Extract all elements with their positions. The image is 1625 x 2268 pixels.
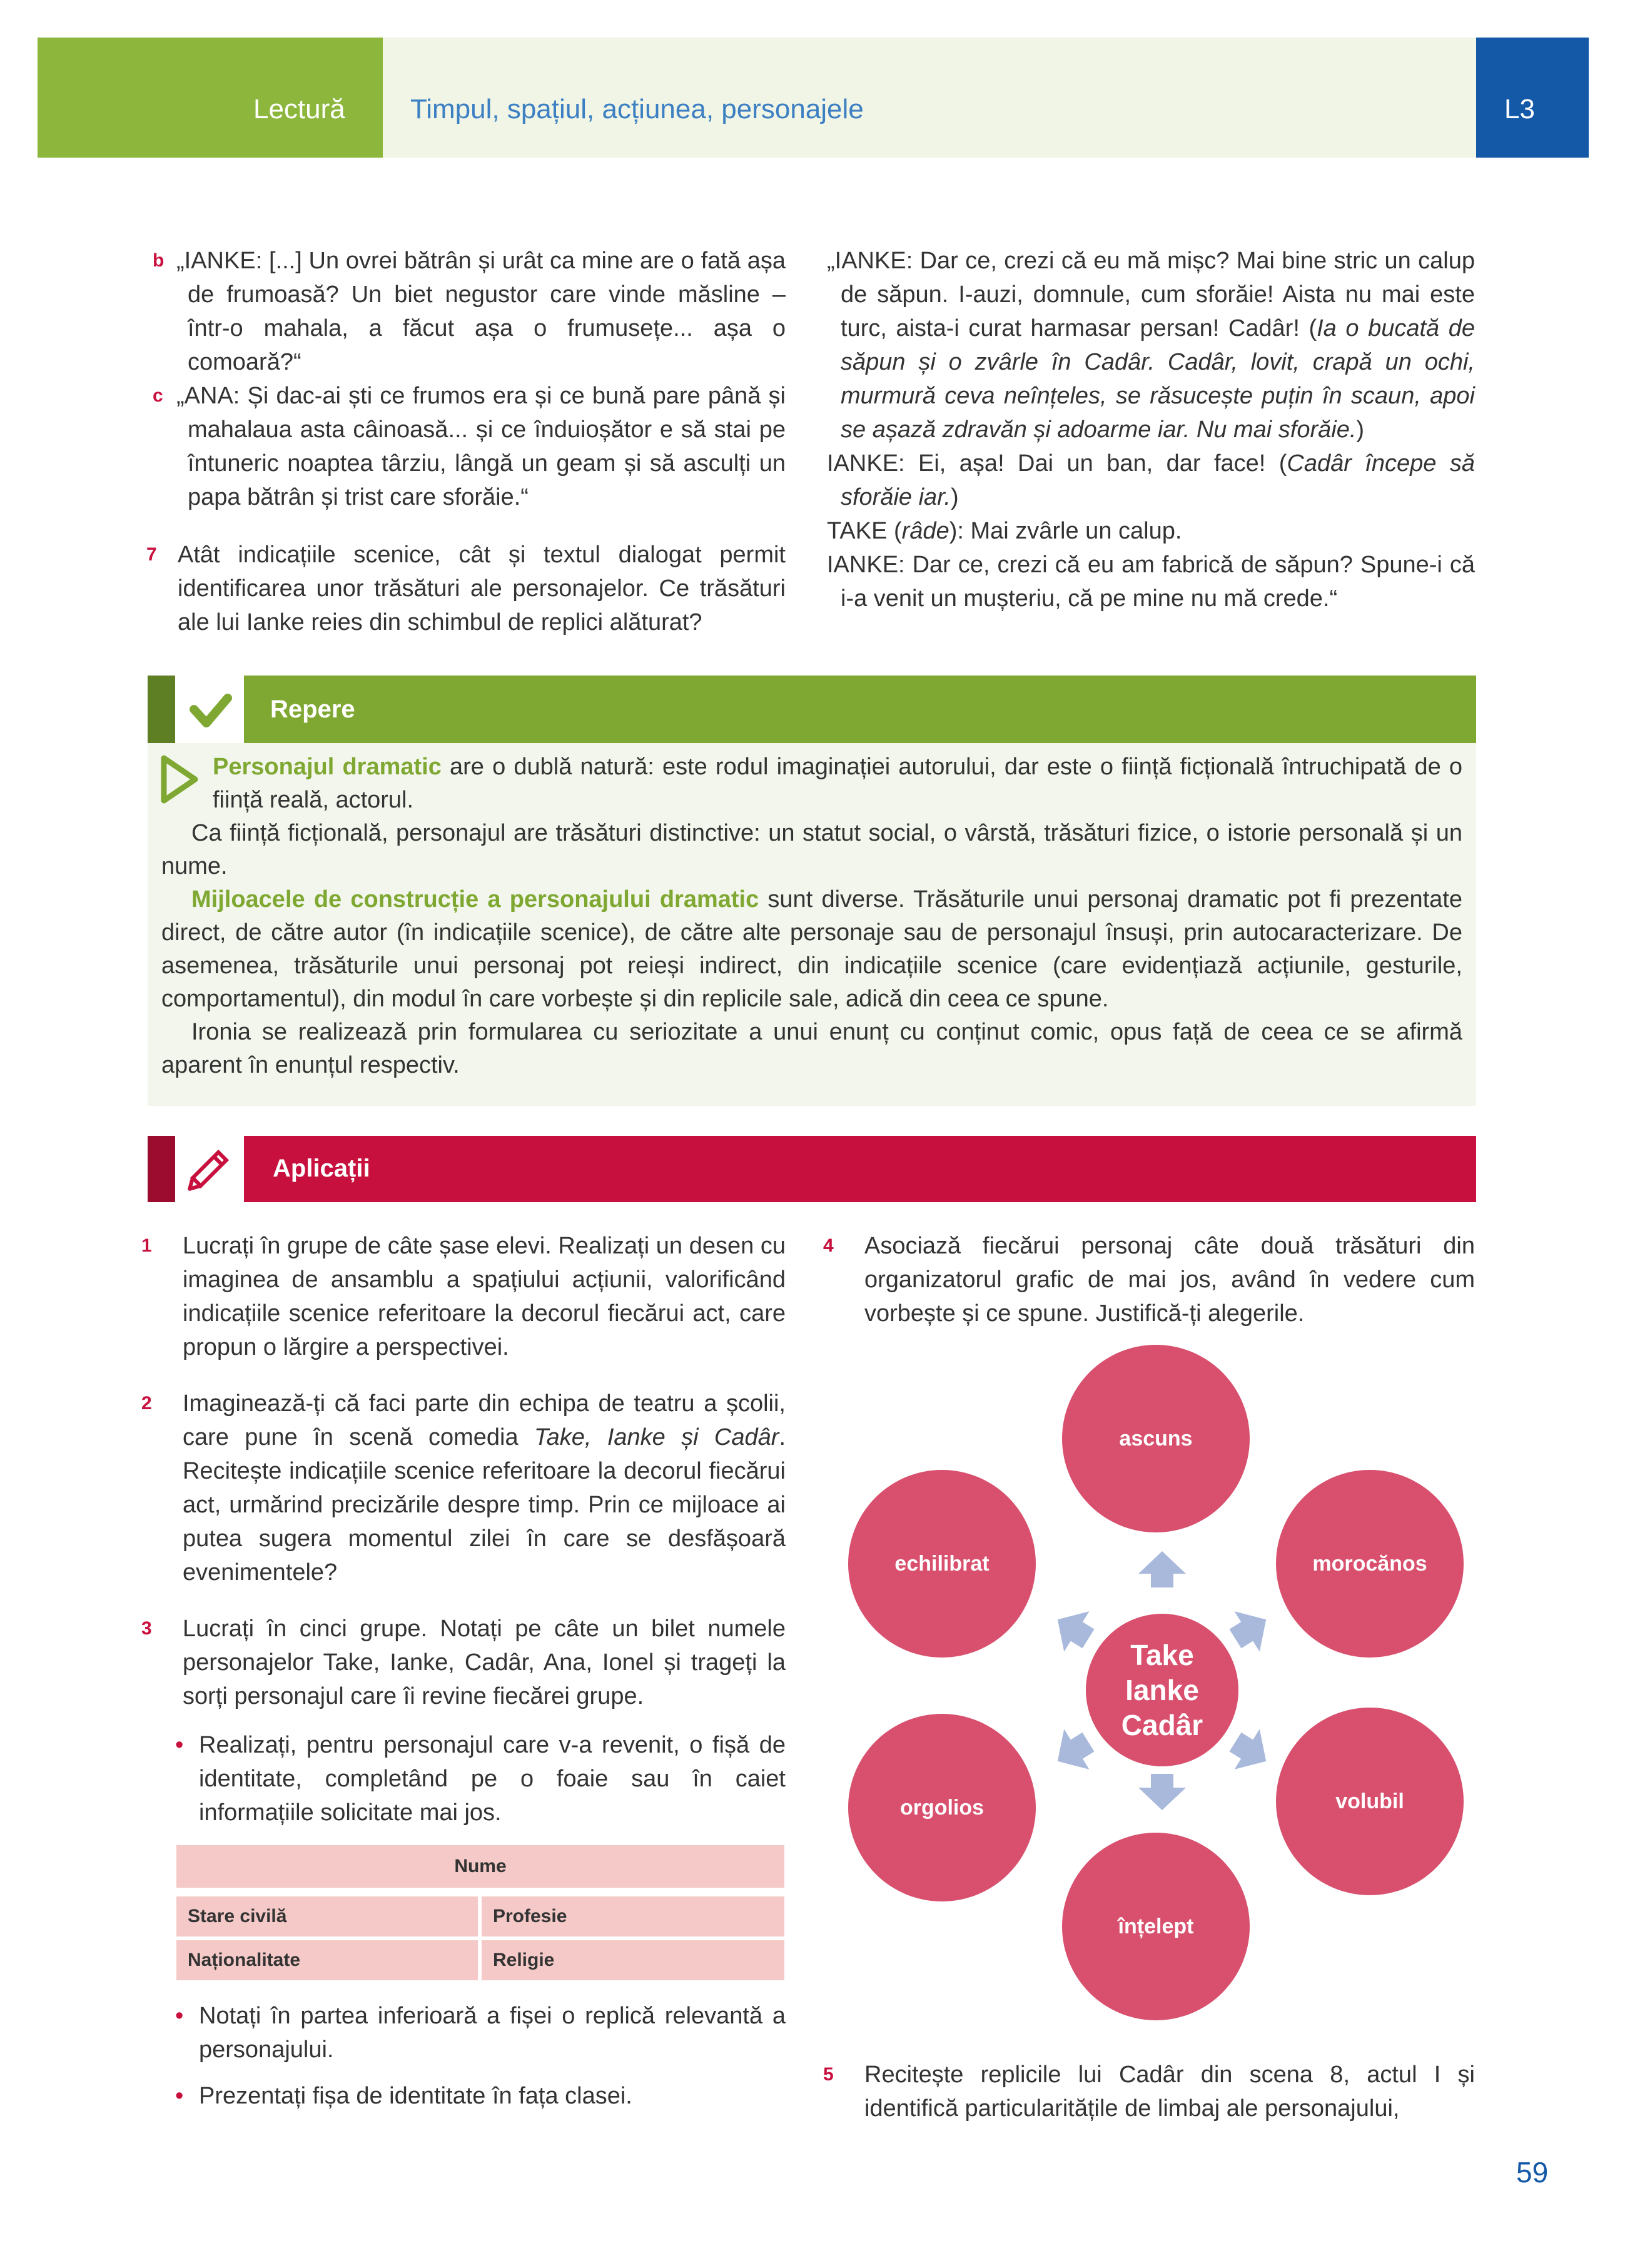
question-5-number: 5	[823, 2064, 834, 2085]
excerpt-b-text: „IANKE: [...] Un ovrei bătrân și urât ca mine are o fată așa de frumoasă? Un biet negustor care vinde măsline – într-o mahala, a făcut așa o frumusețe... așa o comoară?“	[176, 248, 786, 375]
excerpt-c-text: „ANA: Și dac-ai ști ce frumos era și ce bună pare până și mahalaua asta câinoasă... și ce înduioșător e să stai pe întuneric noaptea târziu, lângă un geam și să asculți un papa bătrân și trist care sforăie.“	[176, 383, 786, 510]
table-cell-profesie: Profesie	[482, 1896, 784, 1936]
table-cell-nationalitate: Naționalitate	[176, 1940, 478, 1980]
repere-title: Repere	[270, 696, 355, 723]
header-title: Timpul, spațiul, acțiunea, personajele	[410, 94, 864, 124]
question-1-text: Lucrați în grupe de câte șase elevi. Realizați un desen cu imaginea de ansamblu a spațiului acțiunii, valorificând indicațiile scenice referitoare la decorul fiecărui act, care propun o lărgire a perspectivei.	[183, 1233, 786, 1360]
dialogue-line-2: IANKE: Ei, așa! Dai un ban, dar face! (Cadâr începe să sforăie iar.)	[827, 450, 1475, 510]
question-3-bullet-1: • Realizați, pentru personajul care v-a revenit, o fișă de identitate, completând pe o foaie sau în caiet informațiile solicitate mai jos.	[153, 1728, 786, 1830]
question-3-number: 3	[141, 1618, 152, 1639]
arrow-down-icon	[1138, 1774, 1186, 1810]
trait-circle-intelept: înțelept	[1062, 1833, 1250, 2020]
repere-paragraph-3: Mijloacele de construcție a personajului dramatic sunt diverse. Trăsăturile unui personaj dramatic pot fi prezentate direct, de către autor (în indicațiile scenice), de către alte personaje sau de personajul însuși, prin autocaracterizare. De asemenea, trăsăturile unui personaj pot reieși indirect, din indicațiile scenice (care evidențiază acțiunile, gesturile, comportamentul), din modul în care vorbește și din replicile sale, adică din ceea ce spune.	[161, 886, 1462, 1012]
question-4-number: 4	[823, 1235, 834, 1256]
question-1-number: 1	[141, 1235, 152, 1256]
trait-circle-ascuns: ascuns	[1062, 1345, 1250, 1532]
center-name-cadar: Cadâr	[1121, 1709, 1203, 1741]
repere-paragraph-1: Personajul dramatic are o dublă natură: este rodul imaginației autorului, dar este o ființă ficțională întruchipată de o ființă reală, actorul.	[213, 754, 1462, 813]
excerpt-b-label: b	[153, 250, 165, 271]
trait-circle-volubil: volubil	[1276, 1708, 1464, 1895]
header-lesson-code: L3	[1504, 94, 1535, 124]
question-4-text: Asociază fiecărui personaj câte două trăsături din organizatorul grafic de mai jos, având în vedere cum vorbește și ce spune. Justifică-ți alegerile.	[864, 1233, 1475, 1327]
question-5	[823, 2058, 1475, 2125]
arrow-up-icon	[1138, 1551, 1186, 1587]
question-5-item	[823, 2058, 1475, 2125]
question-2-number: 2	[141, 1393, 152, 1414]
arrow-lower-right-icon	[1223, 1722, 1278, 1781]
table-cell-stare-civila: Stare civilă	[176, 1896, 478, 1936]
repere-paragraph-4: Ironia se realizează prin formularea cu seriozitate a unui enunț cu conținut comic, opus față de ceea ce se afirmă aparent în enunțul respectiv.	[161, 1019, 1462, 1078]
center-name-take: Take	[1130, 1639, 1194, 1671]
trait-circle-echilibrat: echilibrat	[848, 1470, 1036, 1658]
page-number: 59	[1516, 2156, 1549, 2189]
excerpt-c-label: c	[153, 385, 163, 406]
question-3-text: Lucrați în cinci grupe. Notați pe câte un bilet numele personajelor Take, Ianke, Cadâr, Ana, Ionel și trageți la sorți personajul care îi revine fiecărei grupe.	[183, 1616, 786, 1709]
question-7-number: 7	[146, 544, 157, 565]
table-header-nume: Nume	[176, 1845, 784, 1888]
table-cell-religie: Religie	[482, 1940, 784, 1980]
repere-paragraph-2: Ca ființă ficțională, personajul are trăsături distinctive: un statut social, o vârstă, trăsături fizice, o istorie personală și un nume.	[161, 820, 1462, 879]
trait-circle-orgolios: orgolios	[848, 1714, 1036, 1901]
dialogue-line-4: IANKE: Dar ce, crezi că eu am fabrică de săpun? Spune-i că i-a venit un mușteriu, că pe mine nu mă crede.“	[827, 552, 1475, 612]
arrow-upper-left-icon	[1045, 1599, 1101, 1659]
question-3-bullet-3: • Prezentați fișa de identitate în fața clasei.	[175, 2079, 786, 2113]
center-name-ianke: Ianke	[1125, 1674, 1199, 1706]
question-5-text: Recitește replicile lui Cadâr din scena 8, actul I și identifică particularitățile de limbaj ale personajului,	[864, 2062, 1475, 2122]
arrow-lower-left-icon	[1045, 1722, 1101, 1781]
arrow-upper-right-icon	[1223, 1599, 1278, 1659]
question-7-text: Atât indicațiile scenice, cât și textul dialogat permit identificarea unor trăsături ale personajelor. Ce trăsături ale lui Ianke reies din schimbul de replici alăturat?	[178, 542, 786, 635]
question-2-text: Imaginează-ți că faci parte din echipa de teatru a școlii, care pune în scenă comedia Take, Ianke și Cadâr. Recitește indicațiile scenice referitoare la decorul fiecărui act, urmărind precizările despre timp. Prin ce mijloace ai putea sugera momentul zilei în care se desfășoară evenimentele?	[183, 1390, 786, 1586]
dialogue-line-1: „IANKE: Dar ce, crezi că eu mă mișc? Mai bine stric un calup de săpun. I-auzi, domnule, cum sforăie! Aista nu mai este turc, aista-i curat harmasar persan! Cadâr! (Ia o bucată de săpun și o zvârle în Cadâr. Cadâr, lovit, crapă un ochi, murmură ceva neînțeles, se răsucește puțin în scaun, apoi se așază zdravăn și adoarme iar. Nu mai sforăie.)	[827, 248, 1475, 443]
question-3-bullet-2: • Notați în partea inferioară a fișei o replică relevantă a personajului.	[175, 1999, 786, 2067]
dialogue-line-3: TAKE (râde): Mai zvârle un calup.	[827, 518, 1182, 544]
aplicatii-title: Aplicații	[273, 1155, 370, 1182]
header-section: Lectură	[253, 94, 345, 124]
trait-circle-morocanos: morocănos	[1276, 1470, 1464, 1658]
